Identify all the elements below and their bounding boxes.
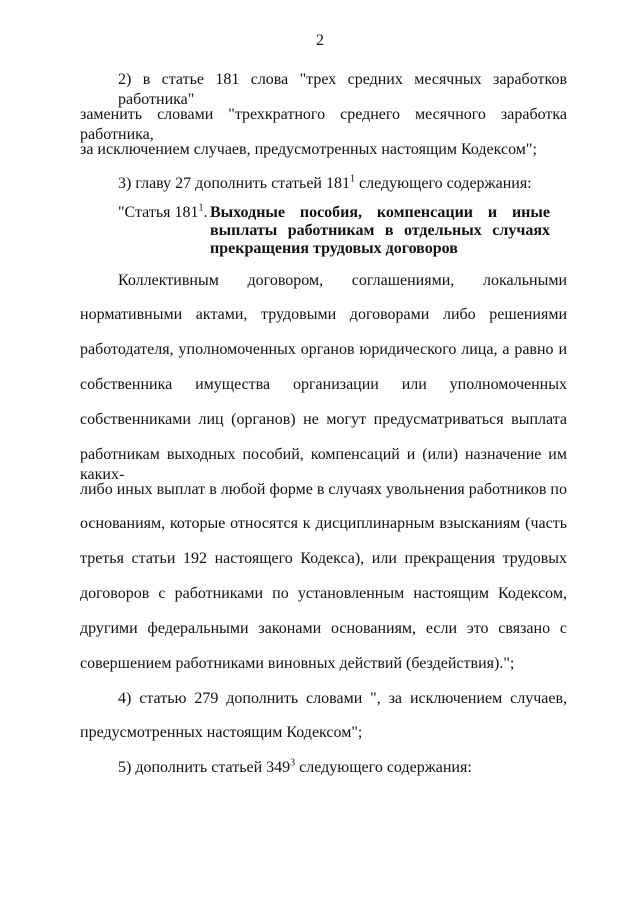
item3-text: 3) главу 27 дополнить статьей 181 <box>118 175 350 192</box>
body-line: третья статьи 192 настоящего Кодекса), или прекращения трудовых <box>80 550 567 567</box>
body-line: Коллективным договором, соглашениями, локальными <box>118 272 567 289</box>
body-line: другими федеральными законами основаниям, если это связано с <box>80 620 567 637</box>
article-label: "Статья 181 <box>118 204 199 221</box>
item3-superscript: 1 <box>350 173 355 185</box>
item3-text-end: следующего содержания: <box>355 175 532 192</box>
item3-paragraph <box>118 174 567 194</box>
article-number <box>118 204 208 222</box>
item5-text: 5) дополнить статьей 349 <box>118 759 291 776</box>
article-title-line: прекращения трудовых договоров <box>210 240 458 257</box>
body-line: либо иных выплат в любой форме в случаях увольнения работников по <box>80 481 567 498</box>
article-superscript: 1 <box>198 202 204 214</box>
item5-superscript: 3 <box>290 757 296 769</box>
page-number: 2 <box>316 32 324 49</box>
article-title-line: выплаты работникам в отдельных случаях <box>210 222 550 239</box>
item2-line1: 2) в статье 181 слова "трех средних месячных заработков работника" <box>118 71 567 108</box>
item5-text-end: следующего содержания: <box>295 759 472 776</box>
body-line: работникам выходных пособий, компенсаций и (или) назначение им каких- <box>80 446 567 483</box>
body-line: работодателя, уполномоченных органов юридического лица, а равно и <box>80 341 567 358</box>
article-title-line: Выходные пособия, компенсации и иные <box>210 204 550 221</box>
body-line: договоров с работниками по установленным настоящим Кодексом, <box>80 585 567 602</box>
body-line: собственниками лиц (органов) не могут предусматриваться выплата <box>80 411 567 428</box>
item2-line2: заменить словами "трехкратного среднего месячного заработка работника, <box>80 106 567 143</box>
item4-line2: предусмотренных настоящим Кодексом"; <box>80 724 363 741</box>
body-line: основаниям, которые относятся к дисциплинарным взысканиям (часть <box>80 515 567 532</box>
item2-line3: за исключением случаев, предусмотренных настоящим Кодексом"; <box>80 141 537 158</box>
body-line: собственника имущества организации или уполномоченных <box>80 376 567 393</box>
item4-line1: 4) статью 279 дополнить словами ", за исключением случаев, <box>118 690 567 707</box>
body-line: совершением работниками виновных действий (бездействия)."; <box>80 655 515 672</box>
body-line: нормативными актами, трудовыми договорами либо решениями <box>80 306 567 323</box>
article-dot: . <box>203 204 208 221</box>
article-title <box>210 204 550 258</box>
item5-paragraph <box>118 758 567 778</box>
